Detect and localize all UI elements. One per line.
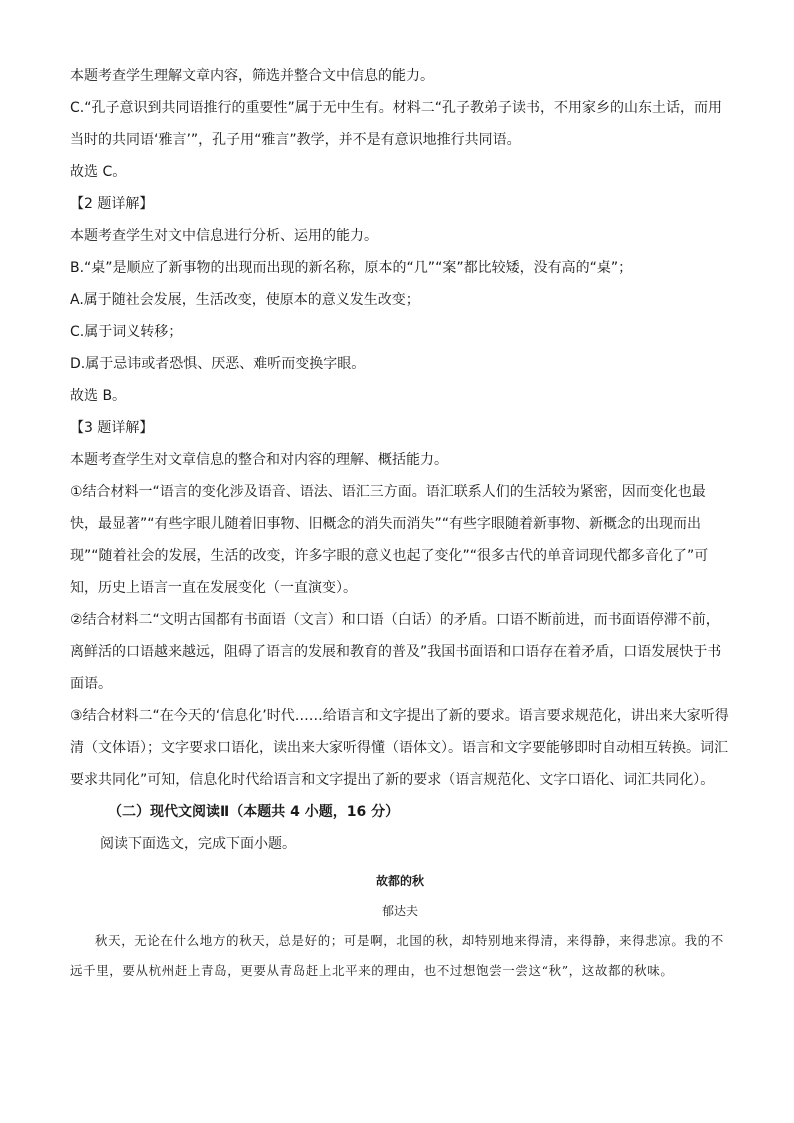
section-instruction: 阅读下面选文，完成下面小题。 xyxy=(100,836,296,852)
document-page xyxy=(70,60,730,986)
answer-line: 故选 B。 xyxy=(70,388,127,404)
analysis-paragraph: 本题考查学生对文中信息进行分析、运用的能力。 xyxy=(70,228,378,244)
analysis-paragraph: 本题考查学生对文章信息的整合和对内容的理解、概括能力。 xyxy=(70,452,448,468)
answer-line: 故选 C。 xyxy=(70,164,127,180)
essay-paragraph: 秋天，无论在什么地方的秋天，总是好的；可是啊，北国的秋，却特别地来得清，来得静，来得悲凉。我的不远千里，要从杭州赶上青岛，更要从青岛赶上北平来的理由，也不过想饱尝一尝这“秋”，这故都的秋味。 xyxy=(70,933,724,978)
analysis-paragraph: ②结合材料二“文明古国都有书面语（文言）和口语（白话）的矛盾。口语不断前进，而书面语停滞不前，离鲜活的口语越来越远，阻碍了语言的发展和教育的普及”我国书面语和口语存在着矛盾，口语发展快于书面语。 xyxy=(70,612,722,692)
analysis-paragraph: ③结合材料二“在今天的‘信息化’时代……给语言和文字提出了新的要求。语言要求规范化，讲出来大家听得清（文体语）；文字要求口语化，读出来大家听得懂（语体文）。语言和文字要能够即时自动相互转换。词汇要求共同化”可知，信息化时代给语言和文字提出了新的要求（语言规范化、文字口语化、词汇共同化）。 xyxy=(70,708,729,788)
analysis-paragraph: D.属于忌讳或者恐惧、厌恶、难听而变换字眼。 xyxy=(70,356,366,372)
section-title: （二）现代文阅读Ⅱ（本题共 4 小题，16 分） xyxy=(108,804,400,820)
analysis-paragraph: B.“桌”是顺应了新事物的出现而出现的新名称，原本的“几”“案”都比较矮，没有高的“桌”； xyxy=(70,260,633,276)
analysis-paragraph: A.属于随社会发展，生活改变，使原本的意义发生改变； xyxy=(70,292,420,308)
analysis-paragraph: ①结合材料一“语言的变化涉及语音、语法、语汇三方面。语汇联系人们的生活较为紧密，因而变化也最快，最显著”“有些字眼儿随着旧事物、旧概念的消失而消失”“有些字眼随着新事物、新概念的出现而出现”“随着社会的发展，生活的改变，许多字眼的意义也起了变化”“很多古代的单音词现代都多音化了”可知，历史上语言一直在发展变化（一直演变）。 xyxy=(70,484,709,596)
essay-title: 故都的秋 xyxy=(375,874,424,888)
analysis-paragraph: C.“孔子意识到共同语推行的重要性”属于无中生有。材料二“孔子教弟子读书，不用家乡的山东土话，而用当时的共同语‘雅言’”，孔子用“雅言”教学，并不是有意识地推行共同语。 xyxy=(70,100,722,148)
essay-body xyxy=(70,926,730,986)
question-heading: 【3 题详解】 xyxy=(70,420,154,436)
essay-author: 郁达夫 xyxy=(381,904,418,918)
analysis-paragraph: C.属于词义转移； xyxy=(70,324,183,340)
analysis-paragraph: 本题考查学生理解文章内容，筛选并整合文中信息的能力。 xyxy=(70,68,434,84)
question-heading: 【2 题详解】 xyxy=(70,196,154,212)
